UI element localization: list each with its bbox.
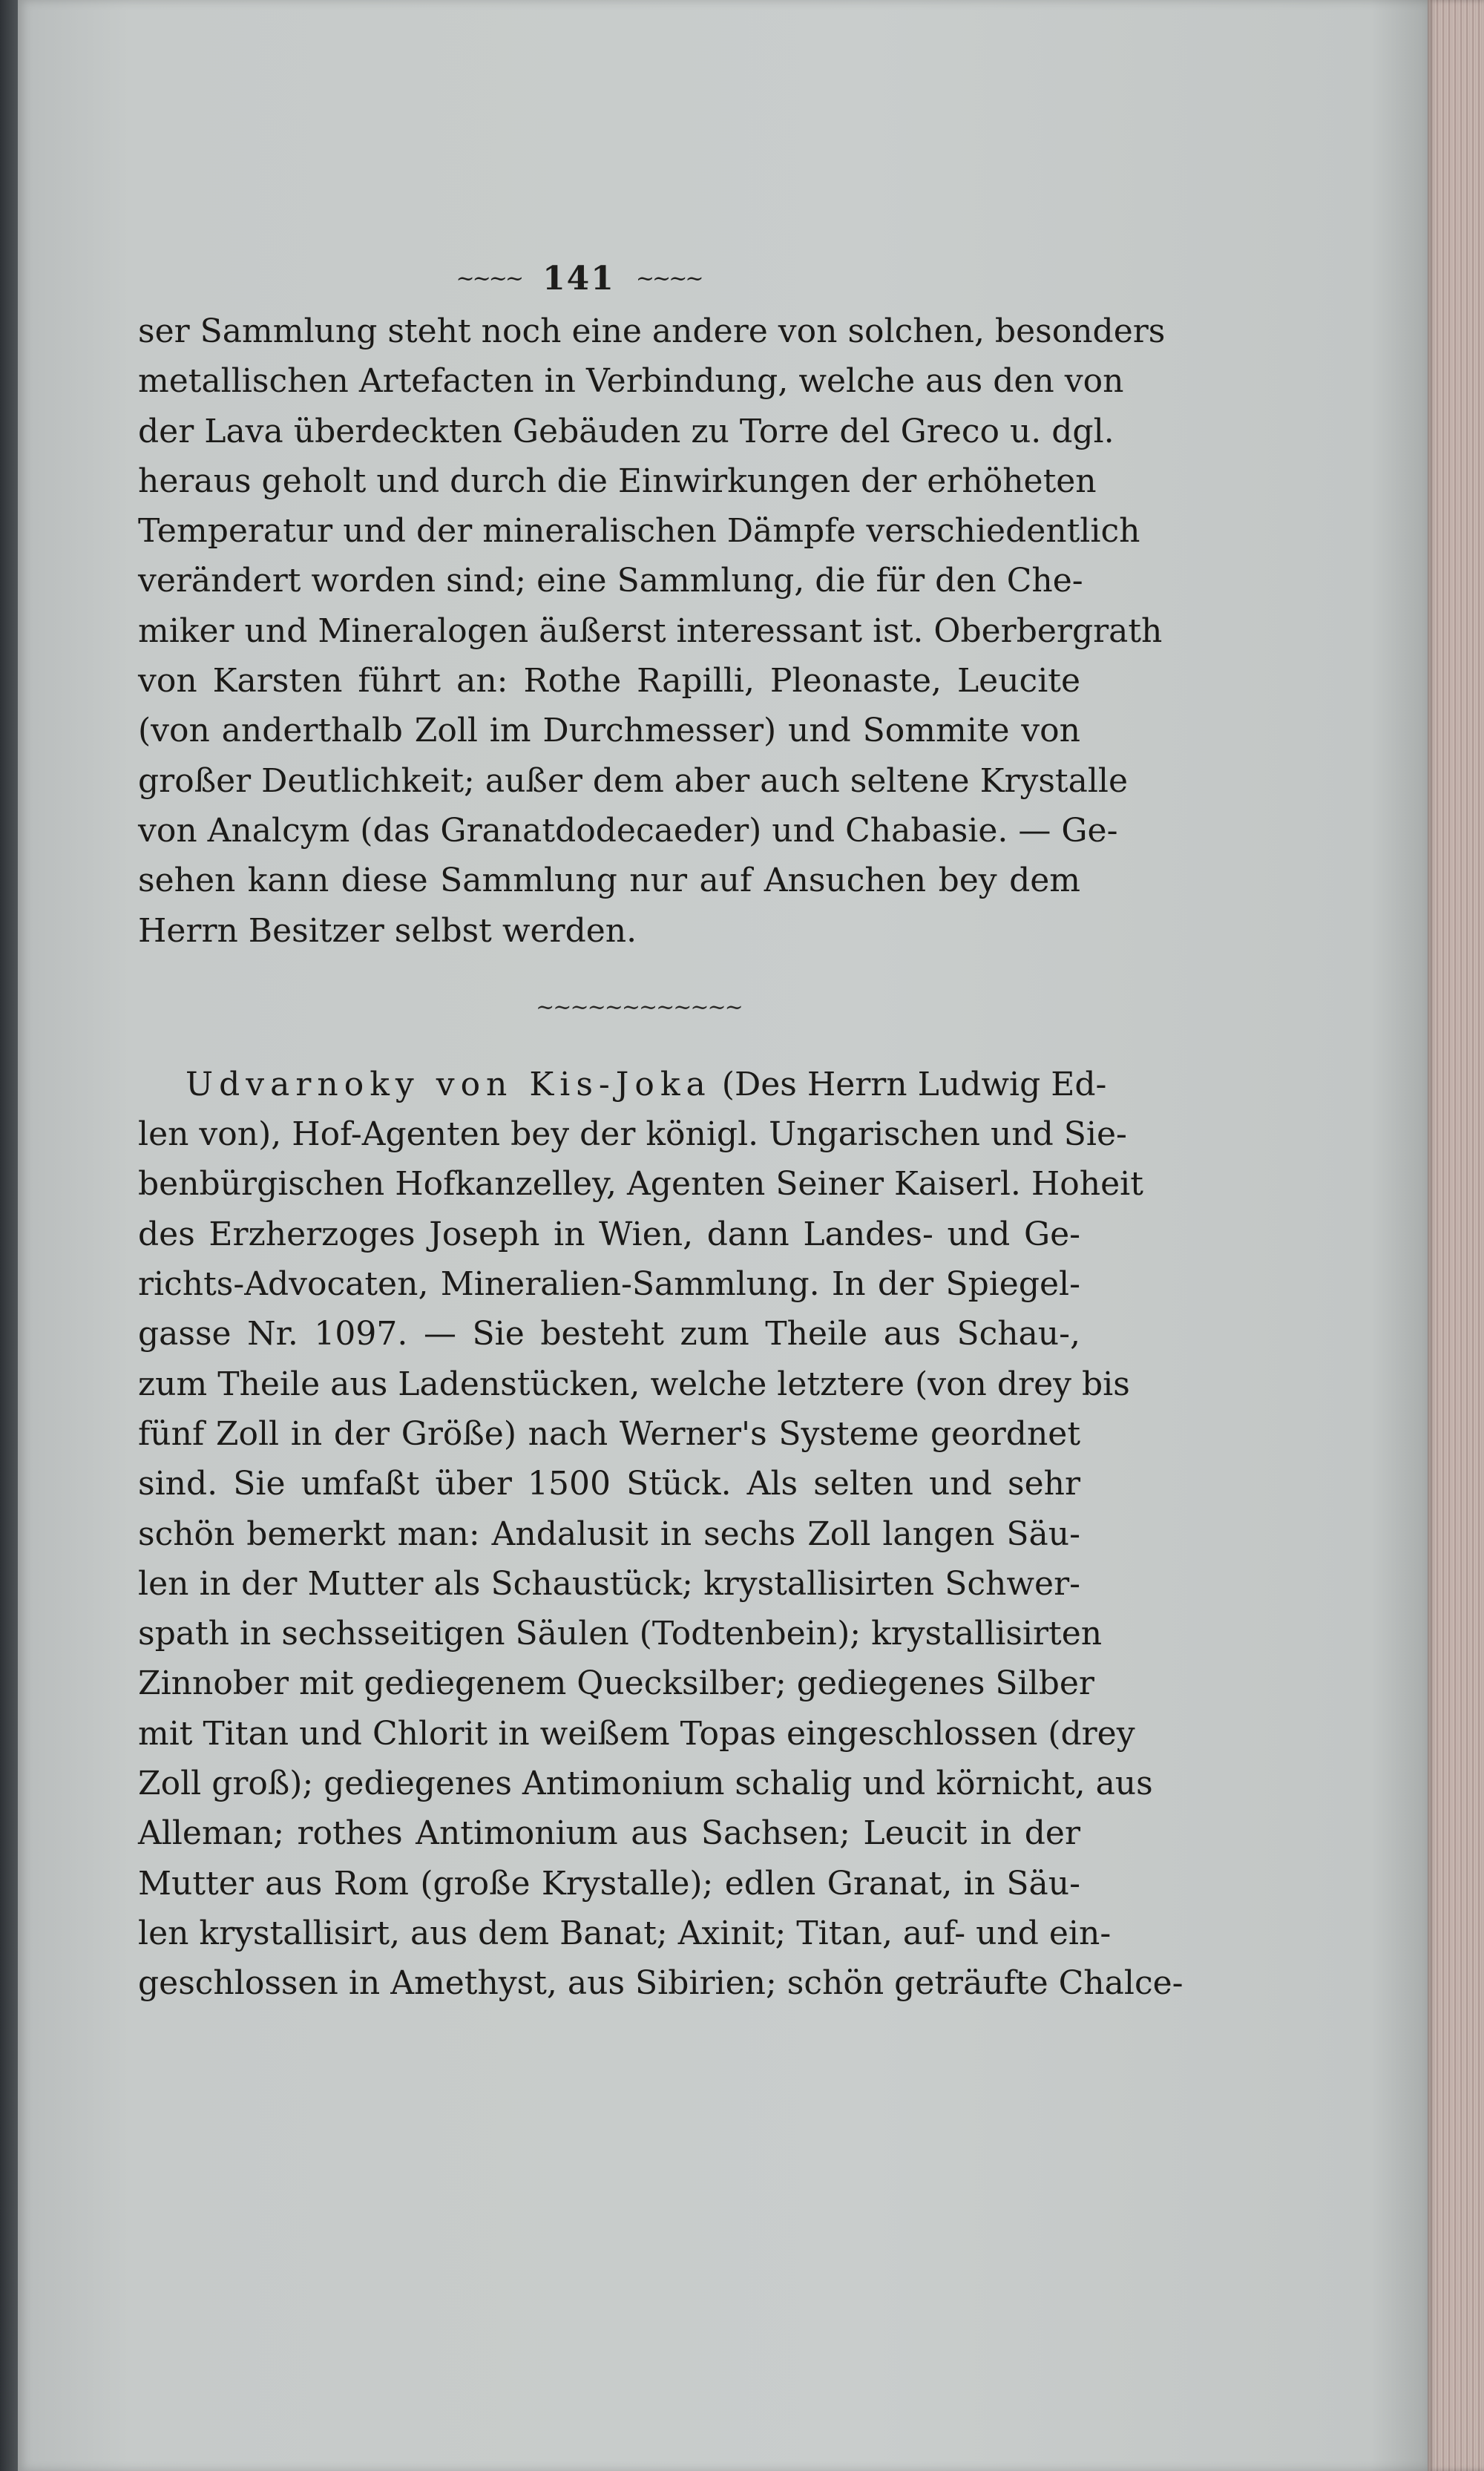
text-line: gasse Nr. 1097. — Sie besteht zum Theile aus Schau-, xyxy=(138,1315,1080,1353)
text-line: sehen kann diese Sammlung nur auf Ansuchen bey dem xyxy=(138,862,1080,900)
entry-heading-rest: (Des Herrn Ludwig Ed- xyxy=(711,1065,1107,1103)
entry-name: Udvarnoky von Kis-Joka xyxy=(186,1065,712,1103)
text-line: metallischen Artefacten in Verbindung, welche aus den von xyxy=(138,362,1124,401)
text-line: von Analcym (das Granatdodecaeder) und Chabasie. — Ge- xyxy=(138,811,1118,850)
text-line: Alleman; rothes Antimonium aus Sachsen; Leucit in der xyxy=(138,1814,1080,1853)
text-line: benbürgischen Hofkanzelley, Agenten Seiner Kaiserl. Hoheit xyxy=(138,1165,1143,1204)
text-line: Zoll groß); gediegenes Antimonium schalig und körnicht, aus xyxy=(138,1765,1153,1803)
text-line: heraus geholt und durch die Einwirkungen der erhöheten xyxy=(138,462,1097,500)
text-line: geschlossen in Amethyst, aus Sibirien; schön geträufte Chalce- xyxy=(138,1964,1183,2003)
section-divider: ~~~~~~~~~~~~ xyxy=(536,994,742,1021)
page-edges xyxy=(1428,0,1484,2471)
text-line: mit Titan und Chlorit in weißem Topas eingeschlossen (drey xyxy=(138,1714,1135,1753)
text-line: len krystallisirt, aus dem Banat; Axinit; Titan, auf- und ein- xyxy=(138,1914,1112,1952)
page-header xyxy=(416,256,742,301)
text-line: Mutter aus Rom (große Krystalle); edlen Granat, in Säu- xyxy=(138,1864,1080,1903)
text-line: len von), Hof-Agenten bey der königl. Ungarischen und Sie- xyxy=(138,1115,1127,1154)
paragraph-continued xyxy=(138,306,1166,956)
text-line: ser Sammlung steht noch eine andere von solchen, besonders xyxy=(138,312,1166,350)
text-line: len in der Mutter als Schaustück; krystallisirten Schwer- xyxy=(138,1564,1080,1603)
text-line: Zinnober mit gediegenem Quecksilber; gediegenes Silber xyxy=(138,1664,1094,1703)
page-number: 141 xyxy=(542,259,615,298)
text-line: schön bemerkt man: Andalusit in sechs Zoll langen Säu- xyxy=(138,1515,1080,1553)
text-line: von Karsten führt an: Rothe Rapilli, Pleonaste, Leucite xyxy=(138,662,1080,700)
text-line: spath in sechsseitigen Säulen (Todtenbein); krystallisirten xyxy=(138,1615,1103,1653)
text-line: richts-Advocaten, Mineralien-Sammlung. In der Spiegel- xyxy=(138,1265,1080,1304)
text-line: Temperatur und der mineralischen Dämpfe verschiedentlich xyxy=(138,512,1140,551)
text-line: zum Theile aus Ladenstücken, welche letztere (von drey bis xyxy=(138,1365,1130,1403)
text-line: sind. Sie umfaßt über 1500 Stück. Als selten und sehr xyxy=(138,1465,1080,1503)
text-line: fünf Zoll in der Größe) nach Werner's Systeme geordnet xyxy=(138,1414,1080,1453)
entry-heading-line xyxy=(138,1060,1107,1109)
text-line: verändert worden sind; eine Sammlung, die für den Che- xyxy=(138,562,1083,600)
text-line: (von anderthalb Zoll im Durchmesser) und Sommite von xyxy=(138,712,1080,750)
text-line: Herrn Besitzer selbst werden. xyxy=(138,911,637,950)
header-ornament-left: ~~~~ xyxy=(456,265,522,292)
text-line: großer Deutlichkeit; außer dem aber auch seltene Krystalle xyxy=(138,761,1129,800)
header-ornament-right: ~~~~ xyxy=(635,265,702,292)
text-line: der Lava überdeckten Gebäuden zu Torre del Greco u. dgl. xyxy=(138,412,1114,450)
body-text xyxy=(138,306,1183,2009)
paragraph-entry xyxy=(138,1060,1183,2009)
text-line: miker und Mineralogen äußerst interessant ist. Oberbergrath xyxy=(138,611,1163,650)
text-line: des Erzherzoges Joseph in Wien, dann Landes- und Ge- xyxy=(138,1215,1080,1253)
